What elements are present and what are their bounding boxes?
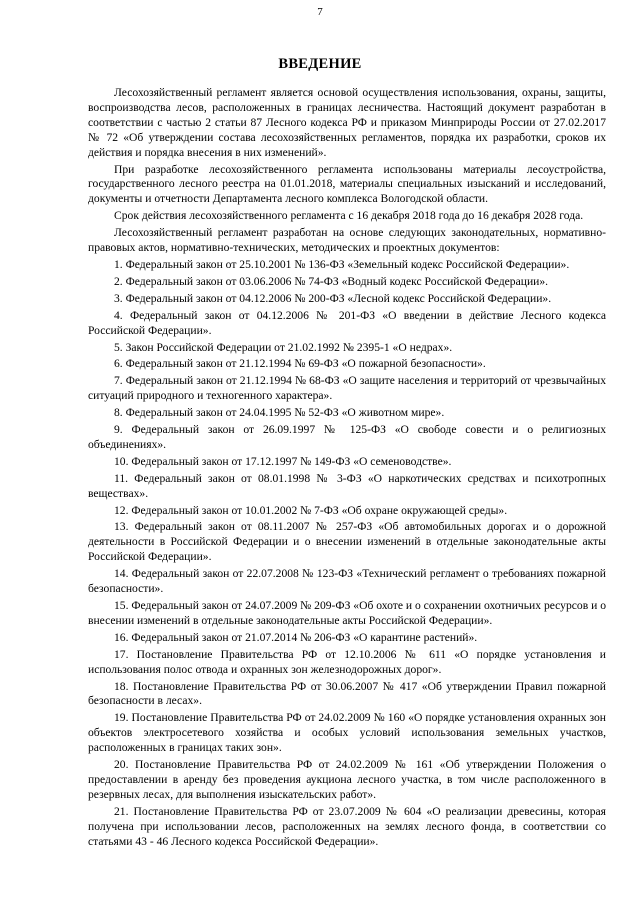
list-item: 18. Постановление Правительства РФ от 30.06.2007 № 417 «Об утверждении Правил пожарной безопасности в лесах». xyxy=(88,679,606,708)
paragraph: Срок действия лесохозяйственного регламента с 16 декабря 2018 года до 16 декабря 2028 года. xyxy=(114,209,584,223)
list-item: 6. Федеральный закон от 21.12.1994 № 69-ФЗ «О пожарной безопасности». xyxy=(114,357,486,371)
list-item: 8. Федеральный закон от 24.04.1995 № 52-ФЗ «О животном мире». xyxy=(114,406,445,420)
list-item: 11. Федеральный закон от 08.01.1998 № 3-ФЗ «О наркотических средствах и психотропных веществах». xyxy=(88,471,606,500)
list-item: 7. Федеральный закон от 21.12.1994 № 68-ФЗ «О защите населения и территорий от чрезвычайных ситуаций природного и техногенного характера». xyxy=(88,374,606,403)
list-item: 15. Федеральный закон от 24.07.2009 № 209-ФЗ «Об охоте и о сохранении охотничьих ресурсов и о внесении изменений в отдельные законодательные акты Российской Федерации». xyxy=(88,599,606,627)
page-number: 7 xyxy=(317,6,323,18)
list-item: 4. Федеральный закон от 04.12.2006 № 201-ФЗ «О введении в действие Лесного кодекса Российской Федерации». xyxy=(88,308,606,337)
list-item: 19. Постановление Правительства РФ от 24.02.2009 № 160 «О порядке установления охранных зон объектов электросетевого хозяйства и особых условий использования земельных участков, расположенных в границах таких зон». xyxy=(88,711,606,755)
list-item: 2. Федеральный закон от 03.06.2006 № 74-ФЗ «Водный кодекс Российской Федерации». xyxy=(114,274,549,288)
list-item: 5. Закон Российской Федерации от 21.02.1992 № 2395-1 «О недрах». xyxy=(114,340,453,354)
paragraph: При разработке лесохозяйственного регламента использованы материалы лесоустройства, государственного лесного реестра на 01.01.2018, материалы специальных изысканий и исследований, документы и отчетности Департамента лесного комплекса Вологодской области. xyxy=(88,162,606,206)
list-item: 10. Федеральный закон от 17.12.1997 № 149-ФЗ «О семеноводстве». xyxy=(114,454,452,468)
list-item: 21. Постановление Правительства РФ от 23.07.2009 № 604 «О реализации древесины, которая получена при использовании лесов, расположенных на землях лесного фонда, в соответствии со статьями 43 - 46 Лесного кодекса Российской Федерации». xyxy=(88,804,606,848)
list-item: 12. Федеральный закон от 10.01.2002 № 7-ФЗ «Об охране окружающей среды». xyxy=(114,503,508,517)
list-item: 13. Федеральный закон от 08.11.2007 № 257-ФЗ «Об автомобильных дорогах и о дорожной деятельности в Российской Федерации и о внесении изменений в отдельные законодательные акты Российской Федерации». xyxy=(88,520,606,564)
paragraph: Лесохозяйственный регламент разработан на основе следующих законодательных, нормативно-правовых актов, нормативно-технических, методических и проектных документов: xyxy=(88,226,606,255)
list-item: 3. Федеральный закон от 04.12.2006 № 200-ФЗ «Лесной кодекс Российской Федерации». xyxy=(114,291,552,305)
list-item: 17. Постановление Правительства РФ от 12.10.2006 № 611 «О порядке установления и использования полос отвода и охранных зон железнодорожных дорог». xyxy=(88,647,606,676)
document-body xyxy=(88,86,606,852)
paragraph: Лесохозяйственный регламент является основой осуществления использования, охраны, защиты, воспроизводства лесов, расположенных в границах лесничества. Настоящий документ разработан в соответствии с частью 2 статьи 87 Лесного кодекса РФ и приказом Минприроды России от 27.02.2017 № 72 «Об утверждении состава лесохозяйственных регламентов, порядка их разработки, сроков их действия и порядка внесения в них изменений». xyxy=(88,86,606,159)
list-item: 1. Федеральный закон от 25.10.2001 № 136-ФЗ «Земельный кодекс Российской Федерации». xyxy=(114,257,570,271)
list-item: 20. Постановление Правительства РФ от 24.02.2009 № 161 «Об утверждении Положения о предоставлении в аренду без проведения аукциона лесного участка, в том числе расположенного в резервных лесах, для выполнения изыскательских работ». xyxy=(88,758,606,801)
list-item: 16. Федеральный закон от 21.07.2014 № 206-ФЗ «О карантине растений». xyxy=(114,630,478,644)
list-item: 14. Федеральный закон от 22.07.2008 № 123-ФЗ «Технический регламент о требованиях пожарной безопасности». xyxy=(88,567,606,596)
section-title: ВВЕДЕНИЕ xyxy=(278,56,362,72)
list-item: 9. Федеральный закон от 26.09.1997 № 125-ФЗ «О свободе совести и о религиозных объединениях». xyxy=(88,423,606,451)
